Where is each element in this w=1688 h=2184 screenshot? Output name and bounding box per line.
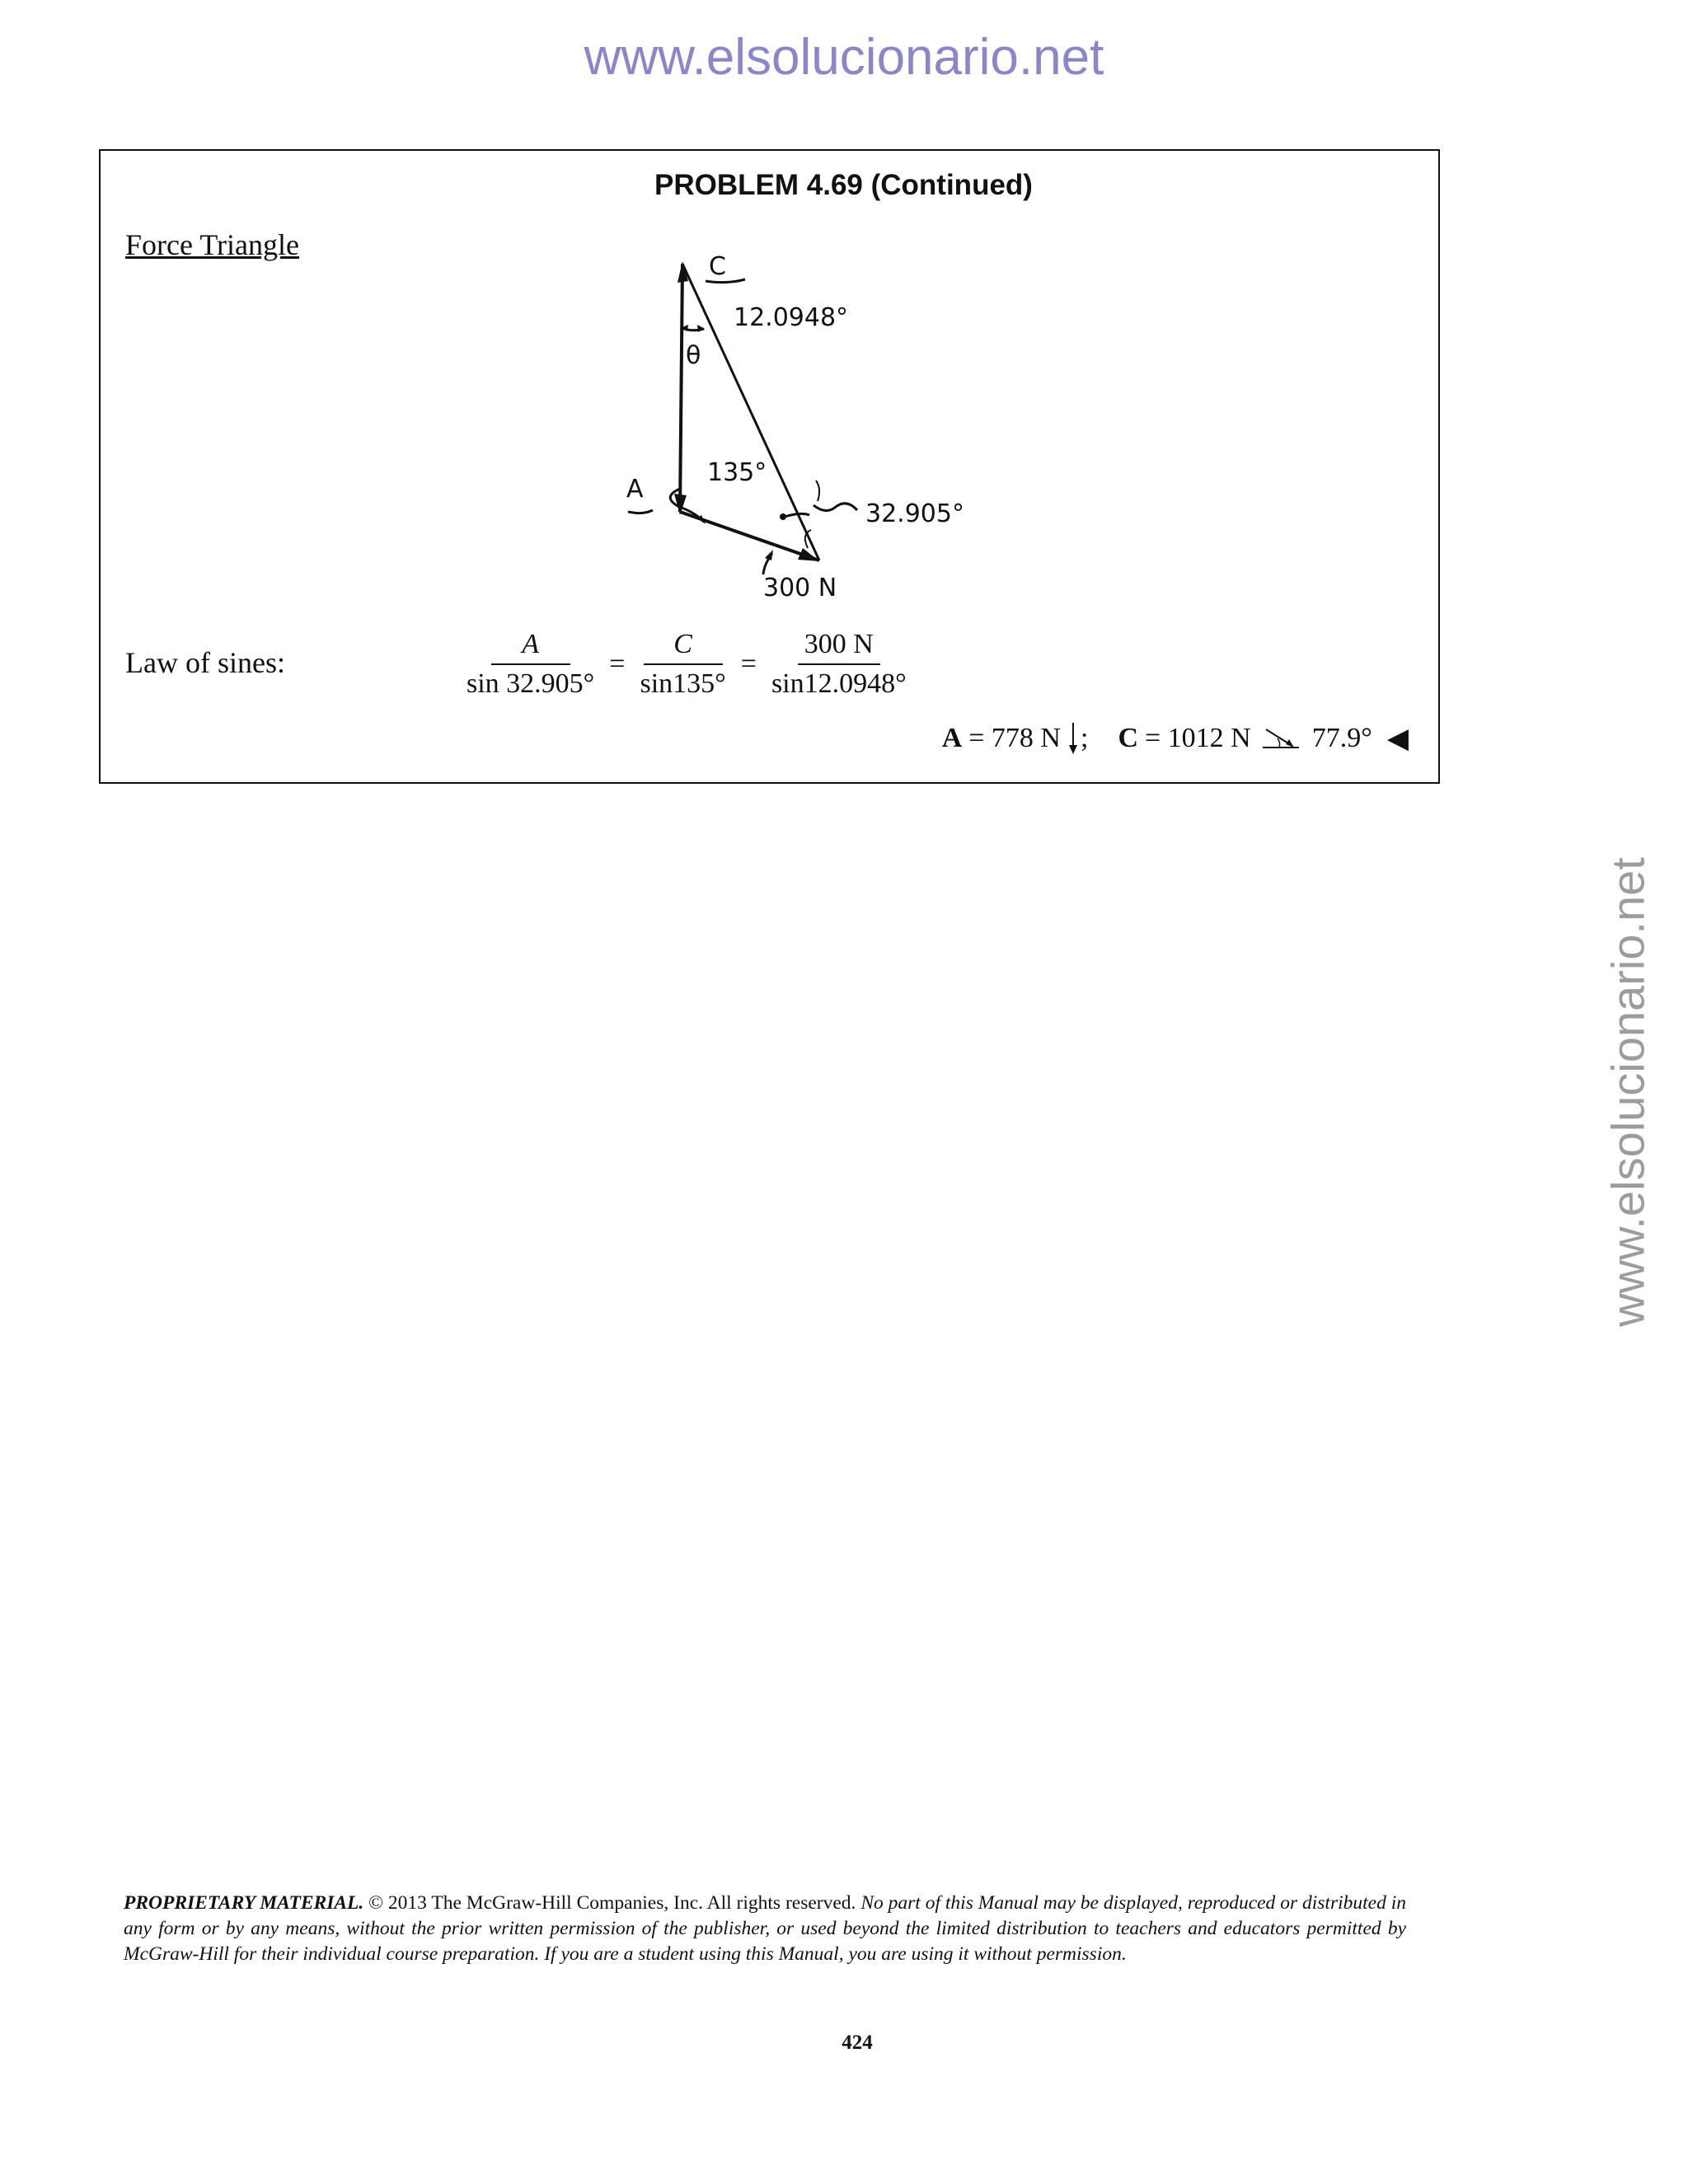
arrow-down-icon [1066,721,1081,756]
fraction-c-numerator: C [644,629,723,665]
watermark-side: www.elsolucionario.net [1601,857,1654,1327]
label-force: 300 N [763,574,837,602]
law-of-sines-equation [455,629,918,700]
answer-c-symbol: C [1118,723,1138,753]
force-triangle-sketch [529,250,1040,612]
footer-body: © 2013 The McGraw-Hill Companies, Inc. All rights reserved. [363,1892,861,1914]
label-angle-top: 12.0948° [734,303,849,332]
problem-box [99,149,1440,784]
fraction-a-numerator: A [491,629,570,665]
equals-sign: = [609,649,626,679]
label-angle-left: 135° [707,458,767,487]
watermark-top: www.elsolucionario.net [584,29,1104,86]
answer-separator: ; [1080,723,1089,753]
fraction-c-denominator: sin135° [640,668,726,699]
label-a: A [626,475,644,504]
fraction-force-numerator: 300 N [798,629,880,665]
problem-title: PROBLEM 4.69 (Continued) [654,169,1033,201]
page-number: 424 [842,2032,873,2054]
answer-end-mark: ◀ [1386,724,1409,754]
fraction-force [765,629,913,700]
label-c: C [709,252,726,281]
label-angle-right: 32.905° [865,499,964,528]
law-of-sines-label: Law of sines: [125,646,285,679]
answer-c-value: = 1012 N [1145,723,1251,753]
equals-sign: = [740,649,757,679]
fraction-c [633,629,732,700]
fraction-a [460,629,601,700]
angle-135-arc [670,489,704,522]
footer-lead: PROPRIETARY MATERIAL. [124,1892,364,1914]
angle-direction-icon [1261,726,1302,751]
fraction-force-denominator: sin12.0948° [771,668,907,699]
footer-tail: No part of this Manual may be displayed, reproduced or distributed in any form or by any means, without the prior written permission of the publisher, or used beyond the limited distribution to teachers and educators permitted by McGraw-Hill for their individual course preparation. If you are a student using this Manual, you are using it without permission. [124,1892,1407,1965]
footer-copyright [124,1891,1406,1967]
side-a [680,264,682,512]
answer-line [942,721,1409,756]
answer-a-value: = 778 N [968,723,1061,753]
section-heading: Force Triangle [125,228,299,261]
fraction-a-denominator: sin 32.905° [467,668,595,699]
label-theta: θ [686,341,701,370]
answer-a-symbol: A [941,723,963,753]
answer-c-angle: 77.9° [1311,723,1372,753]
